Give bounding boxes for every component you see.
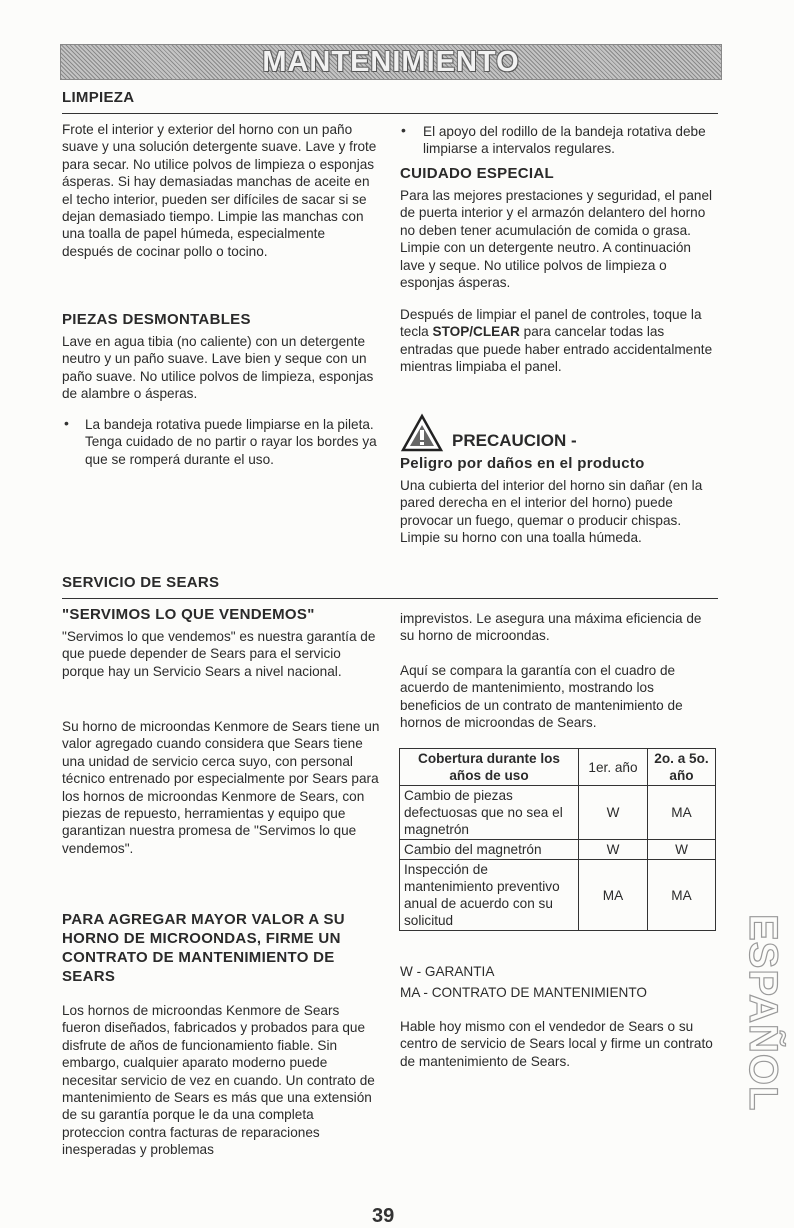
stop-clear-key-label: STOP/CLEAR <box>432 324 520 340</box>
piezas-body: Lave en agua tibia (no caliente) con un detergente neutro y un paño suave. Lave bien y seque con un paño suave. No utilice polvos de limpieza, esponjas de alambre o ásperas. <box>62 334 374 402</box>
table-row <box>400 786 716 840</box>
cuidado-body-2: Después de limpiar el panel de controles, toque la tecla STOP/CLEAR para cancelar todas las entradas que puede haber entrado accidentalmente mientras limpiaba el panel. <box>400 307 713 375</box>
heading-servicio-de-sears: SERVICIO DE SEARS <box>62 574 220 591</box>
servicio-subheading-2: PARA AGREGAR MAYOR VALOR A SU HORNO DE MICROONDAS, FIRME UN CONTRATO DE MANTENIMIENTO DE SEARS <box>62 911 345 985</box>
warning-triangle-icon <box>400 413 444 453</box>
closing-paragraph: Hable hoy mismo con el vendedor de Sears o su centro de servicio de Sears local y firme un contrato de mantenimiento de Sears. <box>400 1019 713 1069</box>
cuidado-body-1: Para las mejores prestaciones y seguridad, el panel de puerta interior y el armazón delantero del horno no deben tener acumulación de comida o grasa. Limpie con un detergente neutro. A continuación lave y seque. No utilice polvos de limpieza o esponjas ásperas. <box>400 188 713 291</box>
section-banner <box>60 44 722 80</box>
heading-piezas-desmontables: PIEZAS DESMONTABLES <box>62 311 251 328</box>
table-cell: MA <box>579 860 648 931</box>
bullet-dot: • <box>64 415 69 431</box>
table-cell: W <box>579 786 648 840</box>
heading-cuidado-especial: CUIDADO ESPECIAL <box>400 165 554 182</box>
side-language-label <box>730 910 785 1140</box>
legend-maintenance-contract: MA - CONTRATO DE MANTENIMIENTO <box>400 985 647 1000</box>
precaution-body: Una cubierta del interior del horno sin dañar (en la pared derecha en el interior del horno) puede provocar un fuego, quemar o producir chispas. Limpie su horno con una toalla húmeda. <box>400 478 703 546</box>
heading-rule <box>62 598 718 599</box>
table-cell: MA <box>648 860 716 931</box>
servicio-subheading: "SERVIMOS LO QUE VENDEMOS" <box>62 606 315 623</box>
table-cell: Cambio de piezas defectuosas que no sea el magnetrón <box>400 786 579 840</box>
bullet-dot: • <box>401 122 406 138</box>
page-number: 39 <box>372 1205 395 1227</box>
banner-title: MANTENIMIENTO <box>262 46 520 78</box>
table-header: Cobertura durante los años de uso <box>400 749 579 786</box>
table-cell: MA <box>648 786 716 840</box>
table-header: 2o. a 5o. año <box>648 749 716 786</box>
servicio-paragraph-3-continued: imprevistos. Le asegura una máxima eficiencia de su horno de microondas. <box>400 611 702 644</box>
servicio-paragraph-2: Su horno de microondas Kenmore de Sears tiene un valor agregado cuando considera que Sears tiene una unidad de servicio cerca suyo, con personal técnico entrenado por especialmente por Sears para los hornos de microondas Kenmore de Sears, con piezas de repuesto, herramientas y equipo que garantizan nuestra promesa de "Servimos lo que vendemos". <box>62 719 380 856</box>
precaution-title: PRECAUCION - <box>452 431 577 450</box>
servicio-paragraph-1: "Servimos lo que vendemos" es nuestra garantía de que puede depender de Sears para el servicio porque hay un Servicio Sears a nivel nacional. <box>62 629 376 679</box>
table-row <box>400 840 716 860</box>
table-cell: W <box>579 840 648 860</box>
heading-limpieza: LIMPIEZA <box>62 89 135 106</box>
table-cell: Cambio del magnetrón <box>400 840 579 860</box>
table-cell: W <box>648 840 716 860</box>
limpieza-body: Frote el interior y exterior del horno con un paño suave y una solución detergente suave. Lave y frote para secar. No utilice polvos de limpieza o esponjas ásperas. Si hay demasiadas manchas de aceite en el techo interior, pueden ser difíciles de sacar si se dejan demasiado tiempo. Limpie las manchas con una toalla de papel húmeda, especialmente después de cocinar pollo o tocino. <box>62 122 377 259</box>
piezas-bullet-1: La bandeja rotativa puede limpiarse en la pileta. Tenga cuidado de no partir o rayar los bordes ya que se romperá durante el uso. <box>85 417 377 467</box>
table-header-row <box>400 749 716 786</box>
precaution-subtitle: Peligro por daños en el producto <box>400 455 645 472</box>
servicio-paragraph-3: Los hornos de microondas Kenmore de Sears fueron diseñados, fabricados y probados para que disfrute de años de funcionamiento fiable. Sin embargo, cualquier aparato moderno puede necesitar servicio de vez en cuando. Un contrato de mantenimiento de Sears es más que una extensión de su garantía porque le da una completa proteccion contra facturas de reparaciones inesperadas y problemas <box>62 1003 375 1158</box>
table-row <box>400 860 716 931</box>
legend-warranty: W - GARANTIA <box>400 964 495 979</box>
table-cell: Inspección de mantenimiento preventivo anual de acuerdo con su solicitud <box>400 860 579 931</box>
heading-rule <box>62 113 718 114</box>
coverage-table <box>399 748 716 931</box>
servicio-paragraph-4: Aquí se compara la garantía con el cuadro de acuerdo de mantenimiento, mostrando los beneficios de un contrato de mantenimiento de hornos de microondas de Sears. <box>400 663 683 731</box>
table-header: 1er. año <box>579 749 648 786</box>
side-language-text: ESPAÑOL <box>741 914 785 1112</box>
piezas-bullet-2: El apoyo del rodillo de la bandeja rotativa debe limpiarse a intervalos regulares. <box>423 124 706 157</box>
